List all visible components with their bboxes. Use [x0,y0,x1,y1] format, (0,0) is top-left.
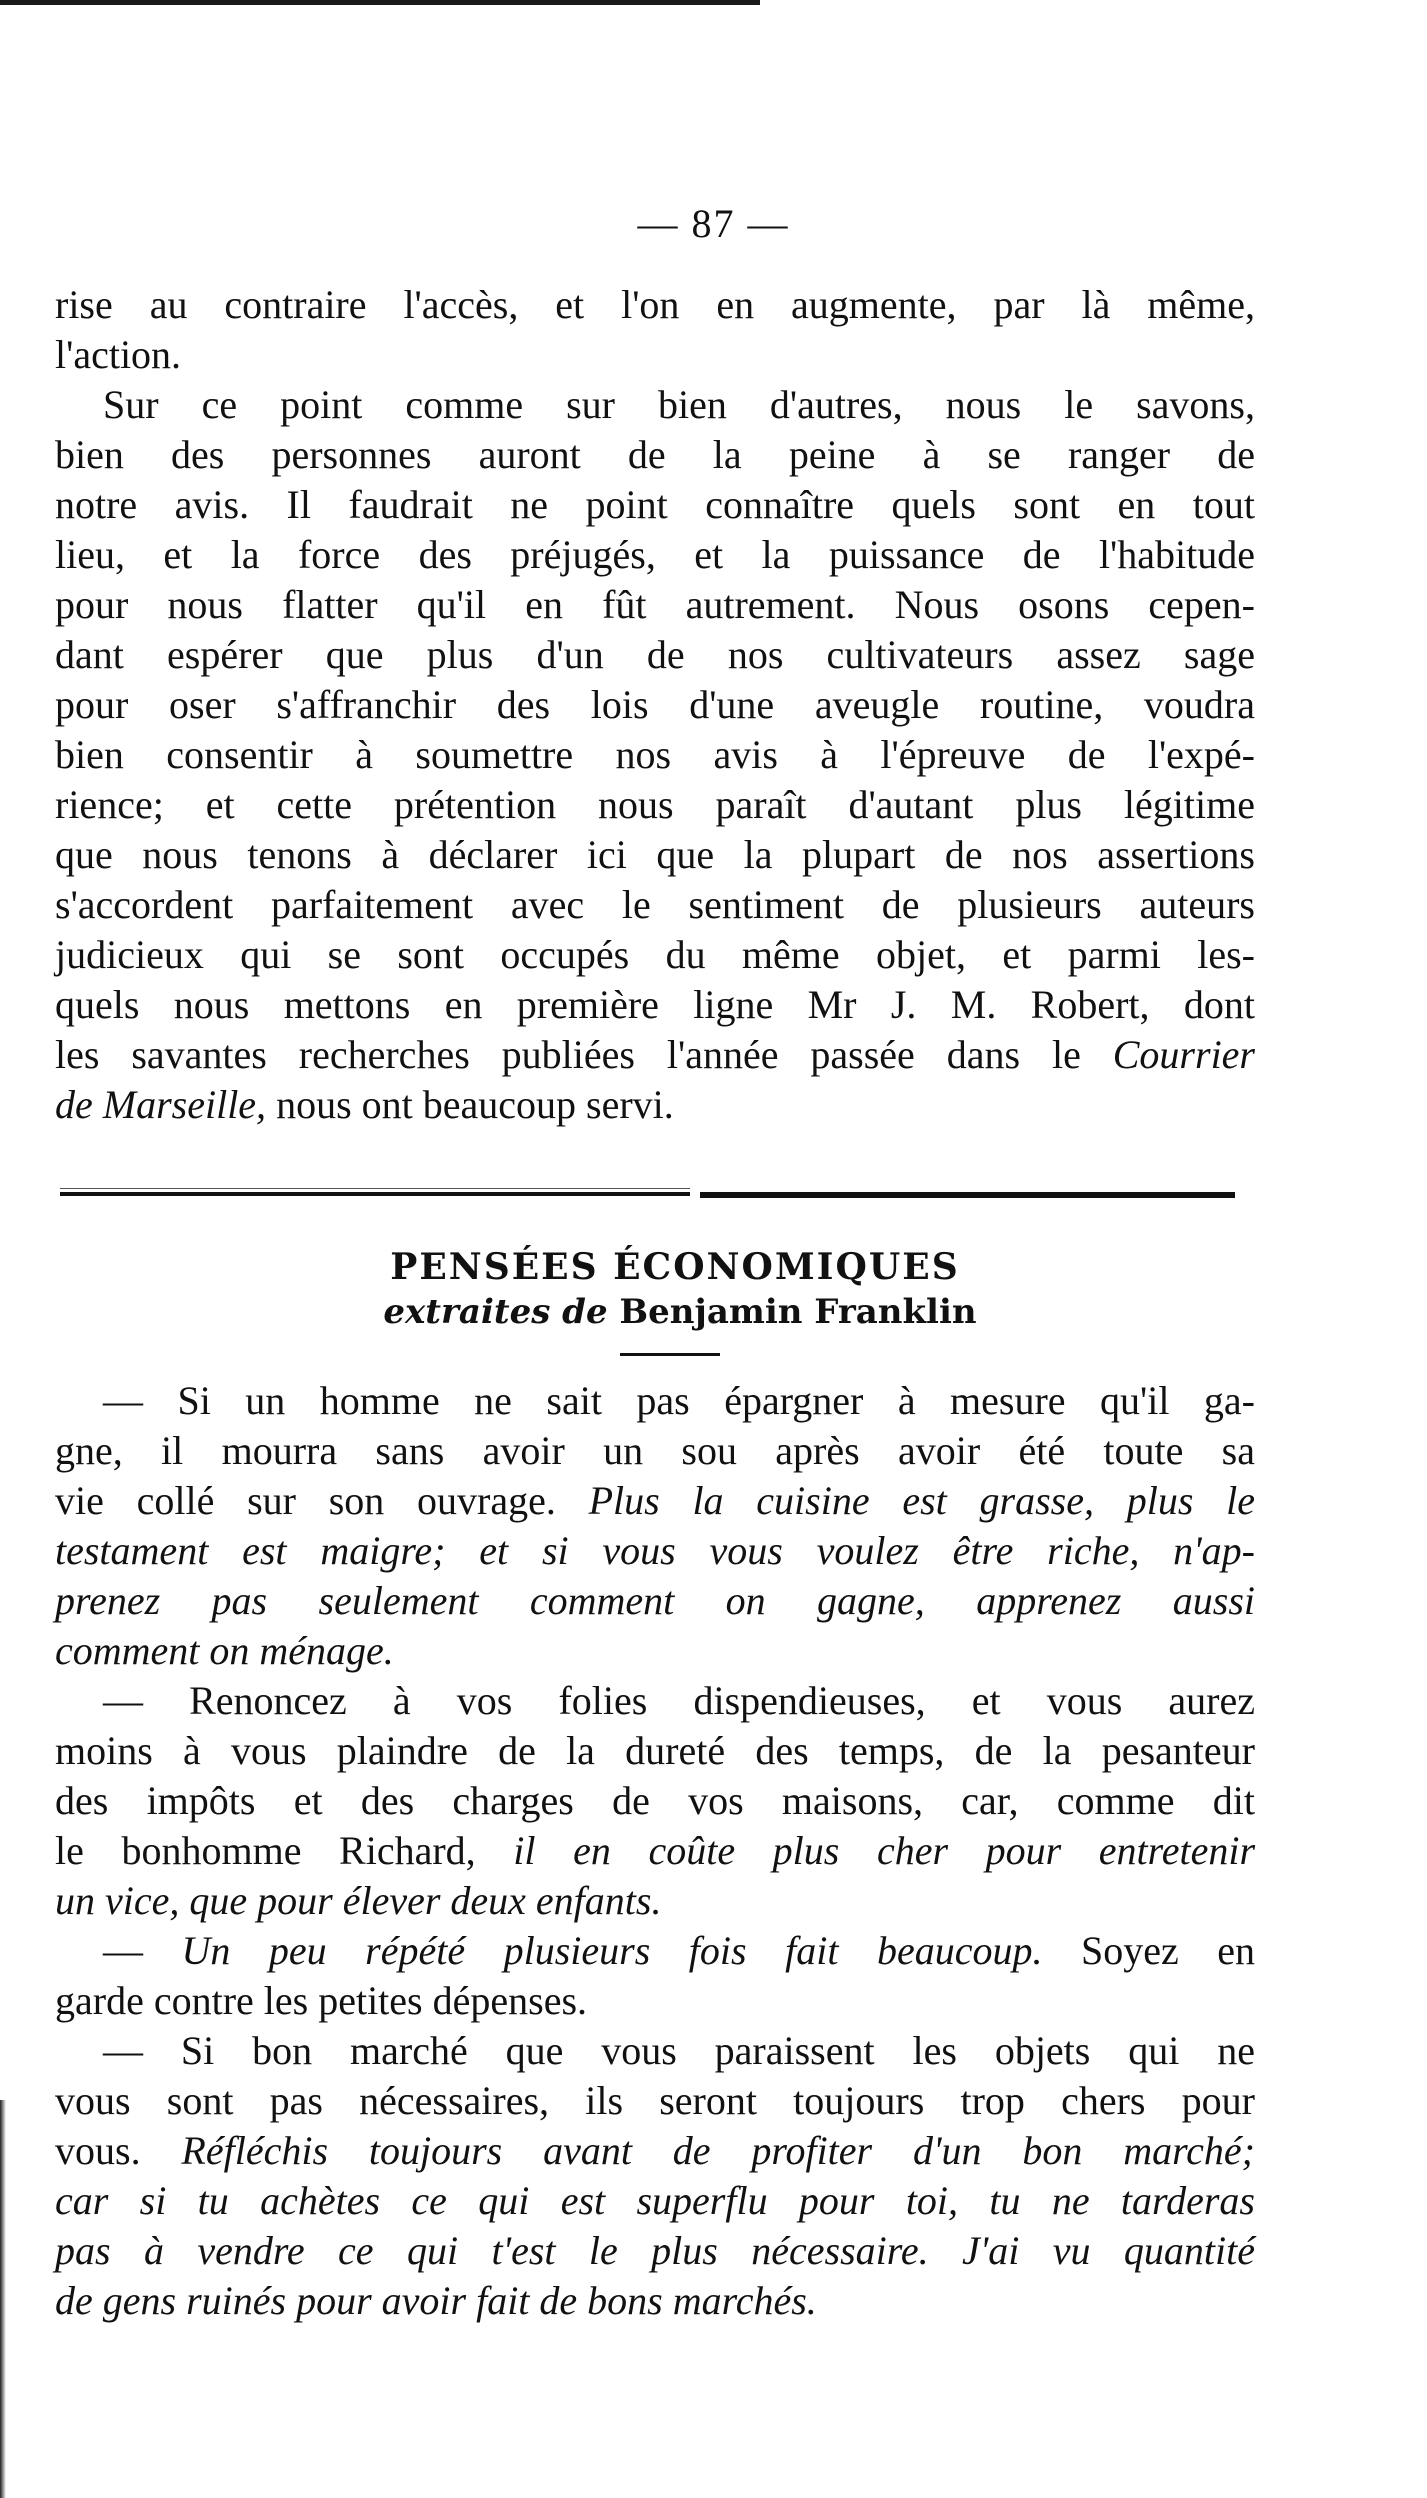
text-run: vie collé sur son ouvrage. [55,1478,556,1523]
text-line: bien des personnes auront de la peine à se ranger de [55,432,1255,477]
text-line: vous sont pas nécessaires, ils seront toujours trop chers pour [55,2078,1255,2123]
text-line [55,1476,1255,1526]
text-run-italic: de Marseille, [55,1082,267,1127]
text-line [55,1926,1255,1976]
text-run: le bonhomme Richard, [55,1828,476,1873]
text-line: Sur ce point comme sur bien d'autres, nous le savons, [103,382,1255,427]
text-run-italic: Réfléchis toujours avant de profiter d'un bon marché; [181,2128,1255,2173]
text-line [55,1826,1255,1876]
text-line: pour nous flatter qu'il en fût autrement. Nous osons cepen- [55,582,1255,627]
section-divider-right [700,1192,1235,1198]
text-run: Soyez en [1081,1928,1256,1973]
text-line: — Si bon marché que vous paraissent les objets qui ne [103,2028,1255,2073]
text-line: des impôts et des charges de vos maisons, car, comme dit [55,1778,1255,1823]
text-line: dant espérer que plus d'un de nos cultivateurs assez sage [55,632,1255,677]
section-subtitle [0,1292,1360,1332]
text-line: pour oser s'affranchir des lois d'une aveugle routine, voudra [55,682,1255,727]
section-divider-thin [60,1188,690,1189]
text-line: gne, il mourra sans avoir un sou après avoir été toute sa [55,1428,1255,1473]
text-line: bien consentir à soumettre nos avis à l'épreuve de l'expé- [55,732,1255,777]
text-line: judicieux qui se sont occupés du même objet, et parmi les- [55,932,1255,977]
text-run: nous ont beaucoup servi. [276,1082,674,1127]
text-run-italic: Plus la cuisine est grasse, plus le [588,1478,1255,1523]
page-left-shadow [0,2100,6,2498]
text-line: quels nous mettons en première ligne Mr J. M. Robert, dont [55,982,1255,1027]
page-number: — 87 — [637,201,790,246]
text-line: un vice, que pour élever deux enfants. [55,1878,662,1923]
text-line [55,1080,1255,1130]
text-line [55,2126,1255,2176]
text-run-italic: il en coûte plus cher pour entretenir [513,1828,1256,1873]
text-line: pas à vendre ce qui t'est le plus nécessaire. J'ai vu quantité [55,2228,1255,2273]
text-line: testament est maigre; et si vous vous voulez être riche, n'ap- [55,1528,1255,1573]
franklin-thoughts [55,1376,1255,2326]
text-line: prenez pas seulement comment on gagne, apprenez aussi [55,1578,1255,1623]
text-line [55,1030,1255,1080]
text-line: garde contre les petites dépenses. [55,1978,588,2023]
section-divider-left [60,1192,690,1196]
text-line: car si tu achètes ce qui est superflu pour toi, tu ne tarderas [55,2178,1255,2223]
text-line: de gens ruinés pour avoir fait de bons marchés. [55,2278,817,2323]
text-line: l'action. [55,332,182,377]
text-line: s'accordent parfaitement avec le sentiment de plusieurs auteurs [55,882,1255,927]
text-run: vous. [55,2128,141,2173]
text-line: comment on ménage. [55,1628,394,1673]
text-line: rise au contraire l'accès, et l'on en augmente, par là même, [55,282,1255,327]
title-underline [620,1353,720,1356]
text-line: rience; et cette prétention nous paraît d'autant plus légitime [55,782,1255,827]
text-line: — Si un homme ne sait pas épargner à mesure qu'il ga- [103,1378,1255,1423]
text-run: — [103,1928,143,1973]
section-title: PENSÉES ÉCONOMIQUES [390,1246,960,1288]
subtitle-author: Benjamin Franklin [619,1292,977,1332]
text-line: lieu, et la force des préjugés, et la puissance de l'habitude [55,532,1255,577]
text-line: notre avis. Il faudrait ne point connaître quels sont en tout [55,482,1255,527]
text-run-italic: Un peu répété plusieurs fois fait beaucoup. [181,1928,1043,1973]
text-line: — Renoncez à vos folies dispendieuses, et vous aurez [103,1678,1255,1723]
text-line: moins à vous plaindre de la dureté des temps, de la pesanteur [55,1728,1255,1773]
paragraph-agriculture [55,280,1255,1130]
text-run: les savantes recherches publiées l'année passée dans le [55,1032,1081,1077]
subtitle-italic: extraites de [383,1292,608,1332]
text-line: que nous tenons à déclarer ici que la plupart de nos assertions [55,832,1255,877]
page-top-edge [0,0,760,5]
text-run-italic: Courrier [1112,1032,1255,1077]
